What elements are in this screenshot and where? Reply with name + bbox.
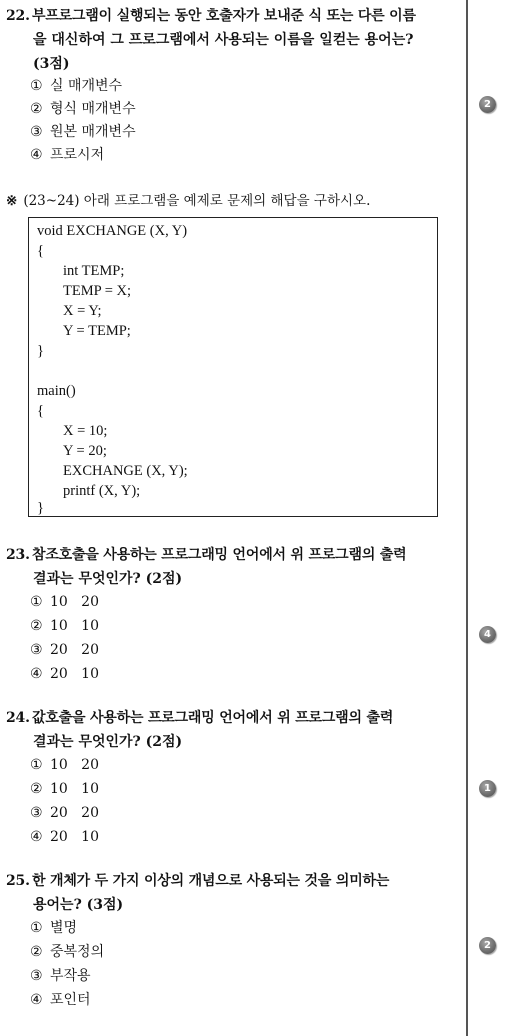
code-line: { — [37, 243, 44, 259]
choice-text: 포인터 — [50, 992, 91, 1008]
code-line: main() — [37, 383, 76, 399]
question-24-number: 24. — [6, 710, 30, 726]
question-22-choice-1[interactable] — [30, 75, 122, 97]
choice-mark: ② — [30, 781, 43, 797]
instruction-text: (23~24) 아래 프로그램을 예제로 문제의 해답을 구하시오. — [23, 193, 371, 209]
choice-text: 별명 — [50, 920, 78, 936]
question-24-choice-2[interactable] — [30, 778, 99, 800]
question-22-text-1: 부프로그램이 실행되는 동안 호출자가 보내준 식 또는 다른 이름 — [32, 8, 416, 24]
question-23-answer-badge: 4 — [479, 626, 496, 643]
choice-text: 20 20 — [50, 805, 99, 821]
choice-text: 중복정의 — [50, 944, 105, 960]
question-23-line-1 — [6, 543, 406, 567]
question-25-choice-2[interactable] — [30, 941, 104, 963]
question-23-number: 23. — [6, 547, 30, 563]
choice-mark: ② — [30, 618, 43, 634]
choice-text: 20 10 — [50, 829, 99, 845]
question-25-number: 25. — [6, 873, 30, 889]
choice-mark: ③ — [30, 968, 43, 984]
code-line: printf (X, Y); — [63, 483, 141, 499]
question-25-choice-1[interactable] — [30, 917, 77, 939]
question-22-choice-2[interactable] — [30, 98, 136, 120]
question-23-choice-3[interactable] — [30, 639, 99, 661]
question-23-choice-1[interactable] — [30, 591, 99, 613]
choice-mark: ④ — [30, 666, 43, 682]
question-25-text-2: 용어는? (3점) — [33, 897, 124, 913]
question-25-text-1: 한 개체가 두 가지 이상의 개념으로 사용되는 것을 의미하는 — [32, 873, 390, 889]
question-24-choice-4[interactable] — [30, 826, 99, 848]
question-24-text-1: 값호출을 사용하는 프로그래밍 언어에서 위 프로그램의 출력 — [32, 710, 394, 726]
choice-mark: ① — [30, 920, 43, 936]
code-line: } — [37, 500, 44, 516]
choice-text: 형식 매개변수 — [50, 101, 136, 117]
question-24-text-2: 결과는 무엇인가? (2점) — [33, 734, 183, 750]
code-line: X = Y; — [63, 303, 102, 319]
code-box — [28, 217, 438, 517]
question-24-choice-1[interactable] — [30, 754, 99, 776]
choice-text: 20 10 — [50, 666, 99, 682]
instruction-note — [6, 191, 370, 211]
question-25-line-1 — [6, 869, 389, 893]
choice-mark: ④ — [30, 829, 43, 845]
choice-mark: ③ — [30, 642, 43, 658]
reference-mark-icon: ※ — [6, 193, 18, 209]
choice-mark: ④ — [30, 147, 43, 163]
question-25-choice-4[interactable] — [30, 989, 91, 1011]
code-line: EXCHANGE (X, Y); — [63, 463, 188, 479]
choice-text: 10 20 — [50, 594, 99, 610]
choice-text: 10 10 — [50, 781, 99, 797]
question-24-choice-3[interactable] — [30, 802, 99, 824]
code-line: int TEMP; — [63, 263, 125, 279]
choice-text: 10 20 — [50, 757, 99, 773]
choice-text: 10 10 — [50, 618, 99, 634]
choice-mark: ③ — [30, 805, 43, 821]
choice-mark: ④ — [30, 992, 43, 1008]
question-22-line-1 — [6, 4, 416, 28]
question-25-answer-badge: 2 — [479, 937, 496, 954]
code-line: Y = TEMP; — [63, 323, 131, 339]
column-divider — [466, 0, 468, 1036]
question-22-choice-4[interactable] — [30, 144, 104, 166]
choice-text: 20 20 — [50, 642, 99, 658]
choice-text: 부작용 — [50, 968, 91, 984]
question-23-choice-4[interactable] — [30, 663, 99, 685]
code-line: X = 10; — [63, 423, 108, 439]
question-23-text-1: 참조호출을 사용하는 프로그래밍 언어에서 위 프로그램의 출력 — [32, 547, 407, 563]
code-line: void EXCHANGE (X, Y) — [37, 223, 188, 239]
question-22-answer-badge: 2 — [479, 96, 496, 113]
choice-mark: ① — [30, 78, 43, 94]
code-line: { — [37, 403, 44, 419]
choice-mark: ① — [30, 594, 43, 610]
question-22-choice-3[interactable] — [30, 121, 136, 143]
question-22-points: (3점) — [33, 56, 70, 72]
question-25-choice-3[interactable] — [30, 965, 91, 987]
choice-mark: ③ — [30, 124, 43, 140]
choice-text: 프로시저 — [50, 147, 105, 163]
question-22-number: 22. — [6, 8, 30, 24]
choice-mark: ② — [30, 944, 43, 960]
choice-mark: ② — [30, 101, 43, 117]
choice-mark: ① — [30, 757, 43, 773]
code-line: TEMP = X; — [63, 283, 132, 299]
question-22-text-2: 을 대신하여 그 프로그램에서 사용되는 이름을 일컫는 용어는? — [33, 32, 414, 48]
question-24-answer-badge: 1 — [479, 780, 496, 797]
choice-text: 실 매개변수 — [50, 78, 123, 94]
question-23-text-2: 결과는 무엇인가? (2점) — [33, 571, 183, 587]
question-24-line-1 — [6, 706, 393, 730]
choice-text: 원본 매개변수 — [50, 124, 136, 140]
code-line: Y = 20; — [63, 443, 107, 459]
question-23-choice-2[interactable] — [30, 615, 99, 637]
code-line: } — [37, 343, 44, 359]
